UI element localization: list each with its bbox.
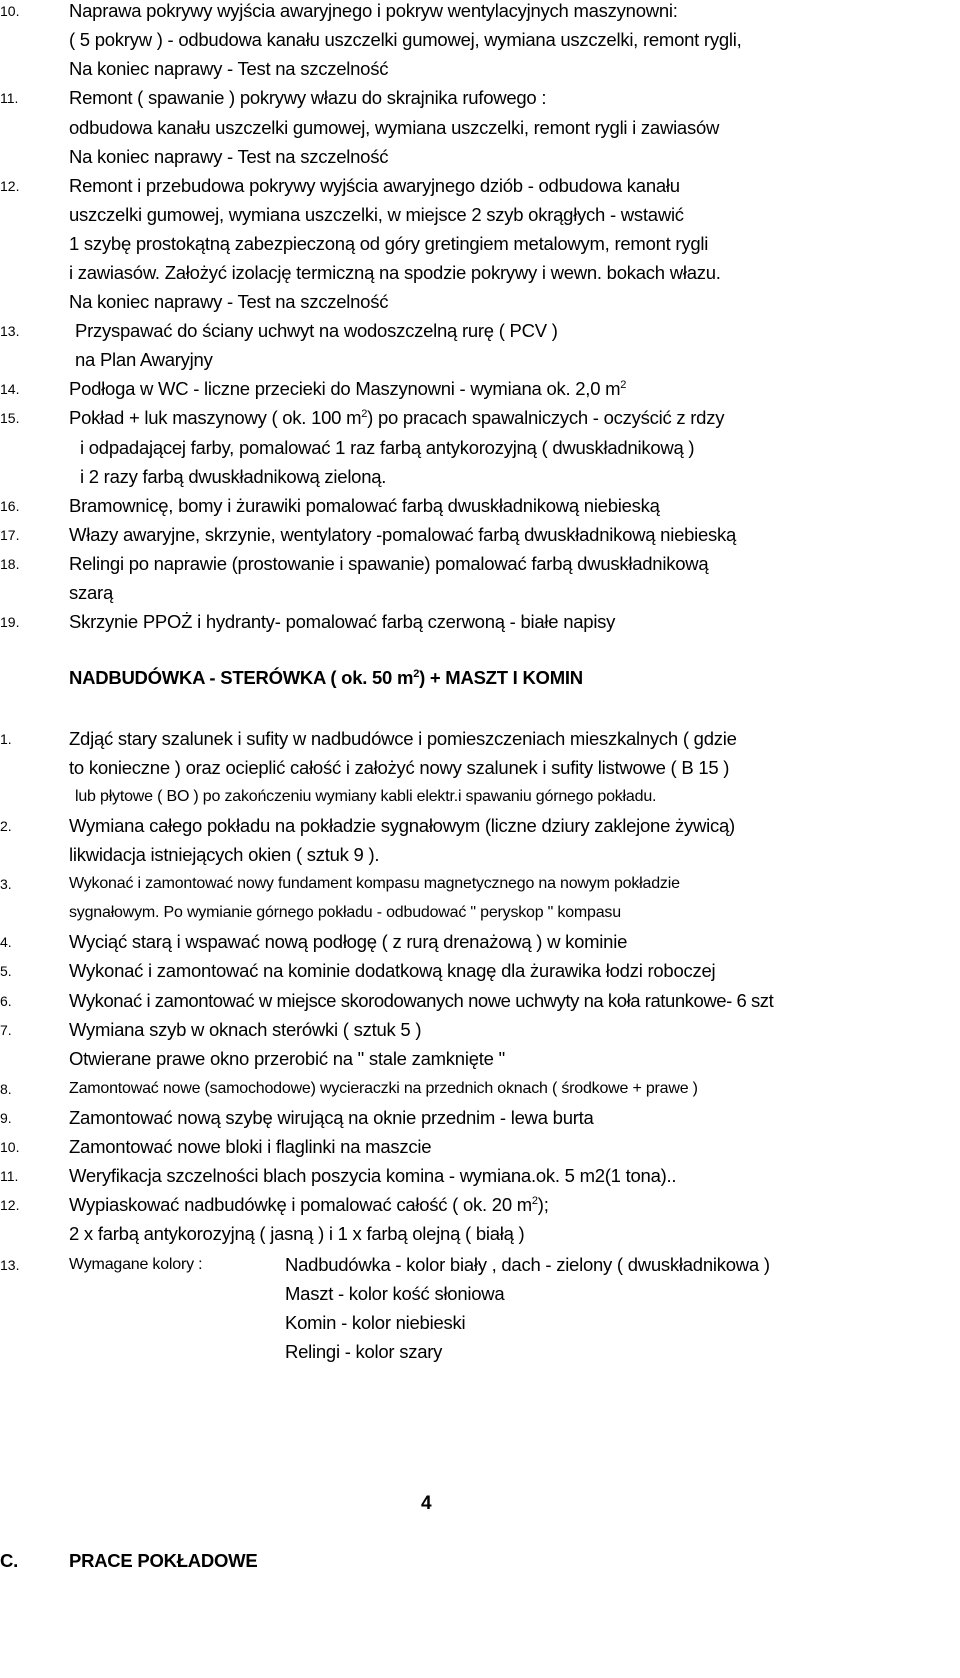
- item-number: 10.: [0, 3, 20, 19]
- item-line: 1 szybę prostokątną zabezpieczoną od góry gretingiem metalowym, remont rygli: [69, 233, 709, 254]
- color-spec: Nadbudówka - kolor biały , dach - zielony ( dwuskładnikowa ): [285, 1254, 770, 1275]
- item-number: 14.: [0, 381, 20, 397]
- item-line: Otwierane prawe okno przerobić na " stale zamknięte ": [69, 1048, 505, 1069]
- item-line: Wykonać i zamontować nowy fundament kompasu magnetycznego na nowym pokładzie: [69, 875, 680, 892]
- item-line: uszczelki gumowej, wymiana uszczelki, w miejsce 2 szyb okrągłych - wstawić: [69, 204, 684, 225]
- colors-label: Wymagane kolory :: [69, 1256, 203, 1273]
- item-line: Remont ( spawanie ) pokrywy włazu do skrajnika rufowego :: [69, 87, 547, 108]
- color-spec: Relingi - kolor szary: [285, 1341, 443, 1362]
- item-line: Relingi po naprawie (prostowanie i spawanie) pomalować farbą dwuskładnikową: [69, 553, 709, 574]
- item-number: 1.: [0, 731, 12, 747]
- item-line: Przyspawać do ściany uchwyt na wodoszczelną rurę ( PCV ): [75, 320, 558, 341]
- item-line: Na koniec naprawy - Test na szczelność: [69, 146, 389, 167]
- item-line: Wymiana szyb w oknach sterówki ( sztuk 5 ): [69, 1019, 422, 1040]
- item-number: 13.: [0, 1257, 20, 1273]
- item-line: na Plan Awaryjny: [75, 349, 213, 370]
- section-heading: NADBUDÓWKA - STERÓWKA ( ok. 50 $m^2$) + MASZT I KOMIN: [69, 667, 583, 688]
- superscript: 2: [620, 379, 627, 391]
- item-number: 6.: [0, 993, 12, 1009]
- item-line: Skrzynie PPOŻ i hydranty- pomalować farbą czerwoną - białe napisy: [69, 611, 616, 632]
- item-line: Zamontować nowe bloki i flaglinki na maszcie: [69, 1136, 432, 1157]
- item-line: Włazy awaryjne, skrzynie, wentylatory -pomalować farbą dwuskładnikową niebieską: [69, 524, 737, 545]
- item-line: Podłoga w WC - liczne przecieki do Maszynowni - wymiana ok. 2,0 $m^2$: [69, 378, 627, 399]
- page-number: 4: [421, 1493, 432, 1514]
- item-line: Naprawa pokrywy wyjścia awaryjnego i pokryw wentylacyjnych maszynowni:: [69, 0, 678, 21]
- item-number: 17.: [0, 527, 20, 543]
- item-number: 19.: [0, 614, 20, 630]
- item-line: Wypiaskować nadbudówkę i pomalować całość ( ok. 20 $m^2$);: [69, 1194, 549, 1215]
- item-number: 13.: [0, 323, 20, 339]
- item-line: Zdjąć stary szalunek i sufity w nadbudówce i pomieszczeniach mieszkalnych ( gdzie: [69, 728, 737, 749]
- item-line: Zamontować nową szybę wirującą na oknie przednim - lewa burta: [69, 1107, 594, 1128]
- item-number: 7.: [0, 1022, 12, 1038]
- item-number: 9.: [0, 1110, 12, 1126]
- item-line: Na koniec naprawy - Test na szczelność: [69, 291, 389, 312]
- item-line: Weryfikacja szczelności blach poszycia komina - wymiana.ok. 5 m2(1 tona)..: [69, 1165, 677, 1186]
- item-line: Wykonać i zamontować w miejsce skorodowanych nowe uchwyty na koła ratunkowe- 6 szt: [69, 990, 774, 1011]
- item-line: Pokład + luk maszynowy ( ok. 100 $m^2$) po pracach spawalniczych - oczyścić z rdzy: [69, 407, 725, 428]
- item-line: sygnałowym. Po wymianie górnego pokładu - odbudować " peryskop " kompasu: [69, 904, 621, 921]
- item-number: 18.: [0, 556, 20, 572]
- item-line: to konieczne ) oraz ocieplić całość i założyć nowy szalunek i sufity listwowe ( B 15 ): [69, 757, 730, 778]
- item-line: Bramownicę, bomy i żurawiki pomalować farbą dwuskładnikową niebieską: [69, 495, 660, 516]
- item-line: Wymiana całego pokładu na pokładzie sygnałowym (liczne dziury zaklejone żywicą): [69, 815, 735, 836]
- item-number: 12.: [0, 1197, 20, 1213]
- superscript: 2: [413, 668, 420, 680]
- item-line: i 2 razy farbą dwuskładnikową zieloną.: [80, 466, 387, 487]
- item-line: ( 5 pokryw ) - odbudowa kanału uszczelki gumowej, wymiana uszczelki, remont rygli,: [69, 29, 742, 50]
- item-line: szarą: [69, 582, 113, 603]
- item-number: 4.: [0, 934, 12, 950]
- item-line: i zawiasów. Założyć izolację termiczną na spodzie pokrywy i wewn. bokach włazu.: [69, 262, 721, 283]
- item-line: Remont i przebudowa pokrywy wyjścia awaryjnego dziób - odbudowa kanału: [69, 175, 680, 196]
- item-line: Wyciąć starą i wspawać nową podłogę ( z rurą drenażową ) w kominie: [69, 931, 628, 952]
- superscript: 2: [361, 408, 368, 420]
- section-title: PRACE POKŁADOWE: [69, 1550, 258, 1571]
- superscript: 2: [531, 1195, 538, 1207]
- item-number: 8.: [0, 1081, 12, 1097]
- item-line: Zamontować nowe (samochodowe) wycieraczki na przednich oknach ( środkowe + prawe ): [69, 1080, 698, 1097]
- item-line: 2 x farbą antykorozyjną ( jasną ) i 1 x farbą olejną ( białą ): [69, 1223, 525, 1244]
- color-spec: Maszt - kolor kość słoniowa: [285, 1283, 505, 1304]
- item-number: 2.: [0, 818, 12, 834]
- item-number: 16.: [0, 498, 20, 514]
- item-number: 3.: [0, 876, 12, 892]
- item-line: likwidacja istniejących okien ( sztuk 9 ).: [69, 844, 380, 865]
- item-number: 11.: [0, 90, 19, 106]
- item-line: odbudowa kanału uszczelki gumowej, wymiana uszczelki, remont rygli i zawiasów: [69, 117, 720, 138]
- item-number: 10.: [0, 1139, 20, 1155]
- section-letter: C.: [0, 1550, 18, 1571]
- item-line: lub płytowe ( BO ) po zakończeniu wymiany kabli elektr.i spawaniu górnego pokładu.: [75, 788, 657, 805]
- item-line: i odpadającej farby, pomalować 1 raz farbą antykorozyjną ( dwuskładnikową ): [80, 437, 695, 458]
- item-number: 12.: [0, 178, 20, 194]
- item-number: 5.: [0, 963, 12, 979]
- item-line: Na koniec naprawy - Test na szczelność: [69, 58, 389, 79]
- item-number: 11.: [0, 1168, 19, 1184]
- item-number: 15.: [0, 410, 20, 426]
- color-spec: Komin - kolor niebieski: [285, 1312, 466, 1333]
- item-line: Wykonać i zamontować na kominie dodatkową knagę dla żurawika łodzi roboczej: [69, 960, 716, 981]
